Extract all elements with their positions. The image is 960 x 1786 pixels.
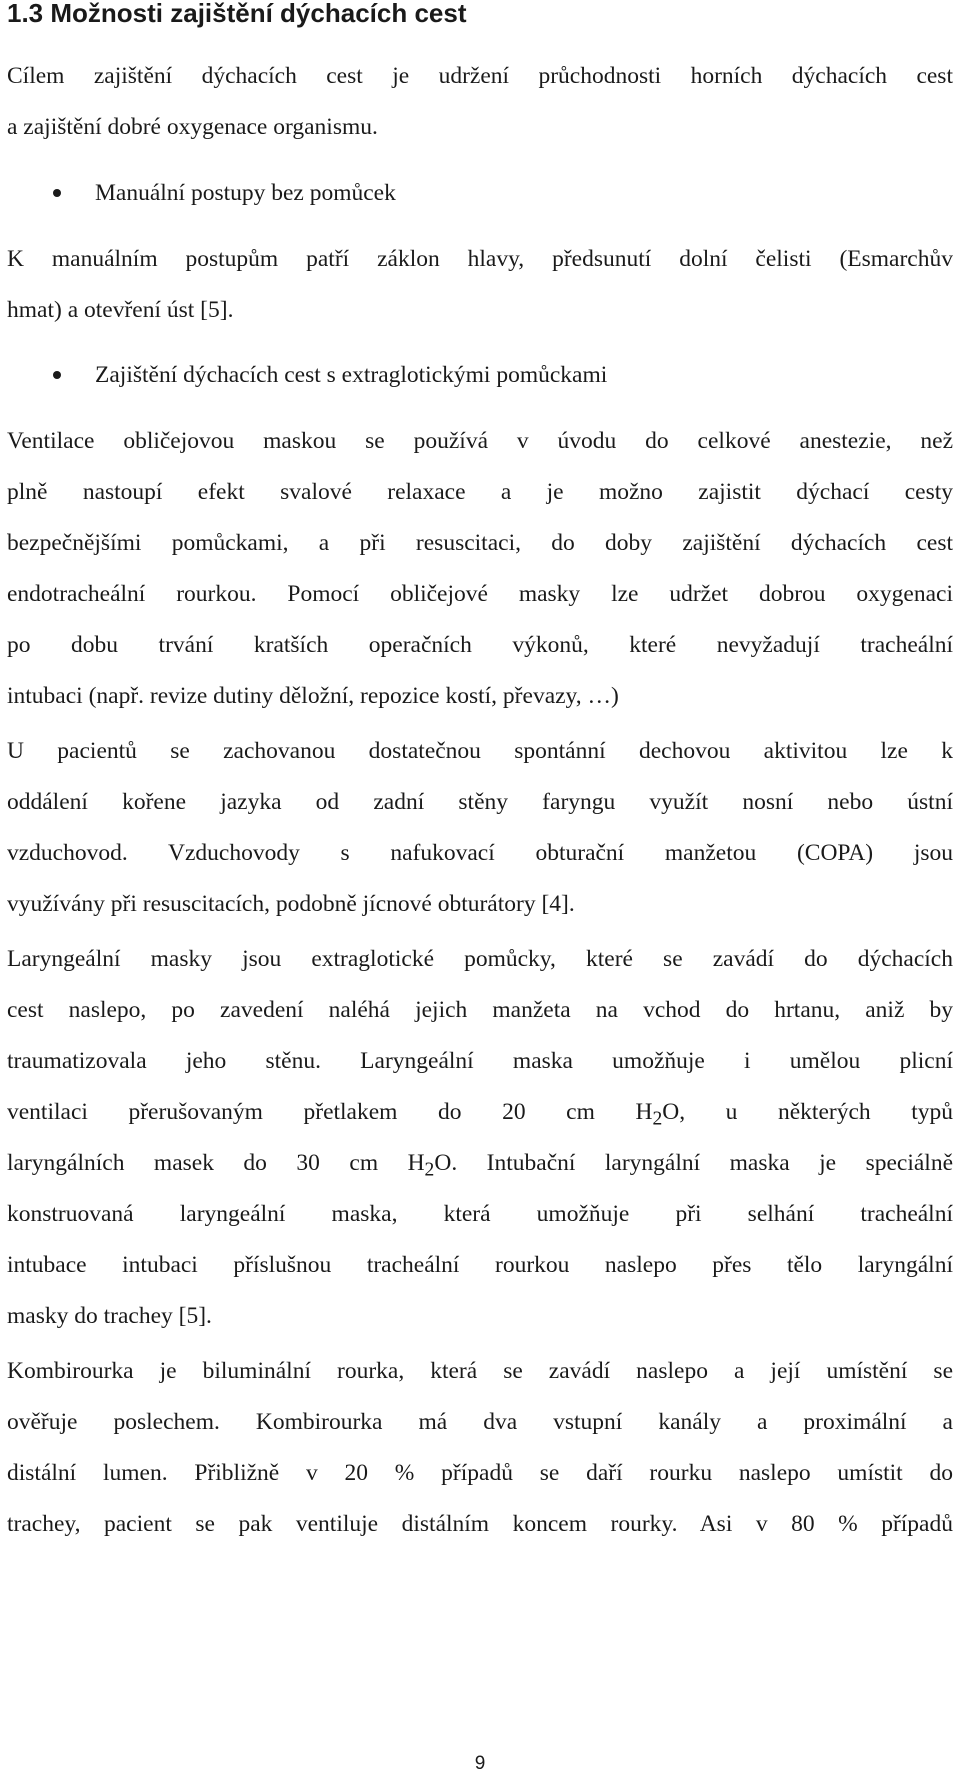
bullet-label: Zajištění dýchacích cest s extraglotickými pomůckami [95, 362, 608, 388]
text-segment: O, u některých typů [662, 1099, 953, 1125]
text-line: masky do trachey [5]. [7, 1303, 212, 1329]
text-line: U pacientů se zachovanou dostatečnou spontánní dechovou aktivitou lze k [7, 738, 953, 764]
manual-paragraph [7, 234, 953, 336]
text-segment: laryngálních masek do 30 cm H [7, 1150, 425, 1176]
intro-paragraph [7, 51, 953, 153]
text-segment: O. Intubační laryngální maska je speciálně [434, 1150, 953, 1176]
subscript: 2 [424, 1159, 435, 1181]
text-line: Ventilace obličejovou maskou se používá v úvodu do celkové anestezie, než [7, 428, 953, 454]
text-line: bezpečnějšími pomůckami, a při resuscitaci, do doby zajištění dýchacích cest [7, 530, 953, 556]
text-line: cest naslepo, po zavedení naléhá jejich manžeta na vchod do hrtanu, aniž by [7, 997, 953, 1023]
text-line-with-formula [7, 1087, 953, 1138]
text-line: intubace intubaci příslušnou tracheální rourkou naslepo přes tělo laryngální [7, 1252, 953, 1278]
subscript: 2 [652, 1108, 663, 1130]
text-line-with-formula [7, 1138, 953, 1189]
text-line: endotracheální rourkou. Pomocí obličejové masky lze udržet dobrou oxygenaci [7, 581, 953, 607]
bullet-item-extraglottic [7, 355, 953, 395]
text-line: Laryngeální masky jsou extraglotické pomůcky, které se zavádí do dýchacích [7, 946, 953, 972]
text-line: oddálení kořene jazyka od zadní stěny faryngu využít nosní nebo ústní [7, 789, 953, 815]
text-line: Cílem zajištění dýchacích cest je udržení průchodnosti horních dýchacích cest [7, 63, 953, 89]
text-line: intubaci (např. revize dutiny děložní, repozice kostí, převazy, …) [7, 683, 619, 709]
page-number: 9 [474, 1753, 486, 1774]
face-mask-paragraph [7, 416, 953, 722]
text-line: ověřuje poslechem. Kombirourka má dva vstupní kanály a proximální a [7, 1409, 953, 1435]
text-line: trachey, pacient se pak ventiluje distálním koncem rourky. Asi v 80 % případů [7, 1511, 953, 1537]
bullet-label: Manuální postupy bez pomůcek [95, 180, 396, 206]
text-line: po dobu trvání kratších operačních výkonů, které nevyžadují tracheální [7, 632, 953, 658]
text-line: traumatizovala jeho stěnu. Laryngeální maska umožňuje i umělou plicní [7, 1048, 953, 1074]
combitube-paragraph [7, 1346, 953, 1550]
bullet-item-manual [7, 173, 953, 213]
text-line: Kombirourka je biluminální rourka, která se zavádí naslepo a její umístění se [7, 1358, 953, 1384]
bullet-dot-icon [53, 189, 61, 197]
airway-paragraph [7, 726, 953, 930]
laryngeal-mask-paragraph [7, 934, 953, 1342]
text-line: hmat) a otevření úst [5]. [7, 297, 234, 323]
text-line: a zajištění dobré oxygenace organismu. [7, 114, 378, 140]
text-segment: ventilaci přerušovaným přetlakem do 20 cm H [7, 1099, 653, 1125]
text-line: využívány při resuscitacích, podobně jícnové obturátory [4]. [7, 891, 575, 917]
text-line: konstruovaná laryngeální maska, která umožňuje při selhání tracheální [7, 1201, 953, 1227]
bullet-dot-icon [53, 371, 61, 379]
text-line: vzduchovod. Vzduchovody s nafukovací obturační manžetou (COPA) jsou [7, 840, 953, 866]
text-line: K manuálním postupům patří záklon hlavy, předsunutí dolní čelisti (Esmarchův [7, 246, 953, 272]
text-line: plně nastoupí efekt svalové relaxace a je možno zajistit dýchací cesty [7, 479, 953, 505]
section-heading: 1.3 Možnosti zajištění dýchacích cest [7, 0, 467, 28]
text-line: distální lumen. Přibližně v 20 % případů se daří rourku naslepo umístit do [7, 1460, 953, 1486]
